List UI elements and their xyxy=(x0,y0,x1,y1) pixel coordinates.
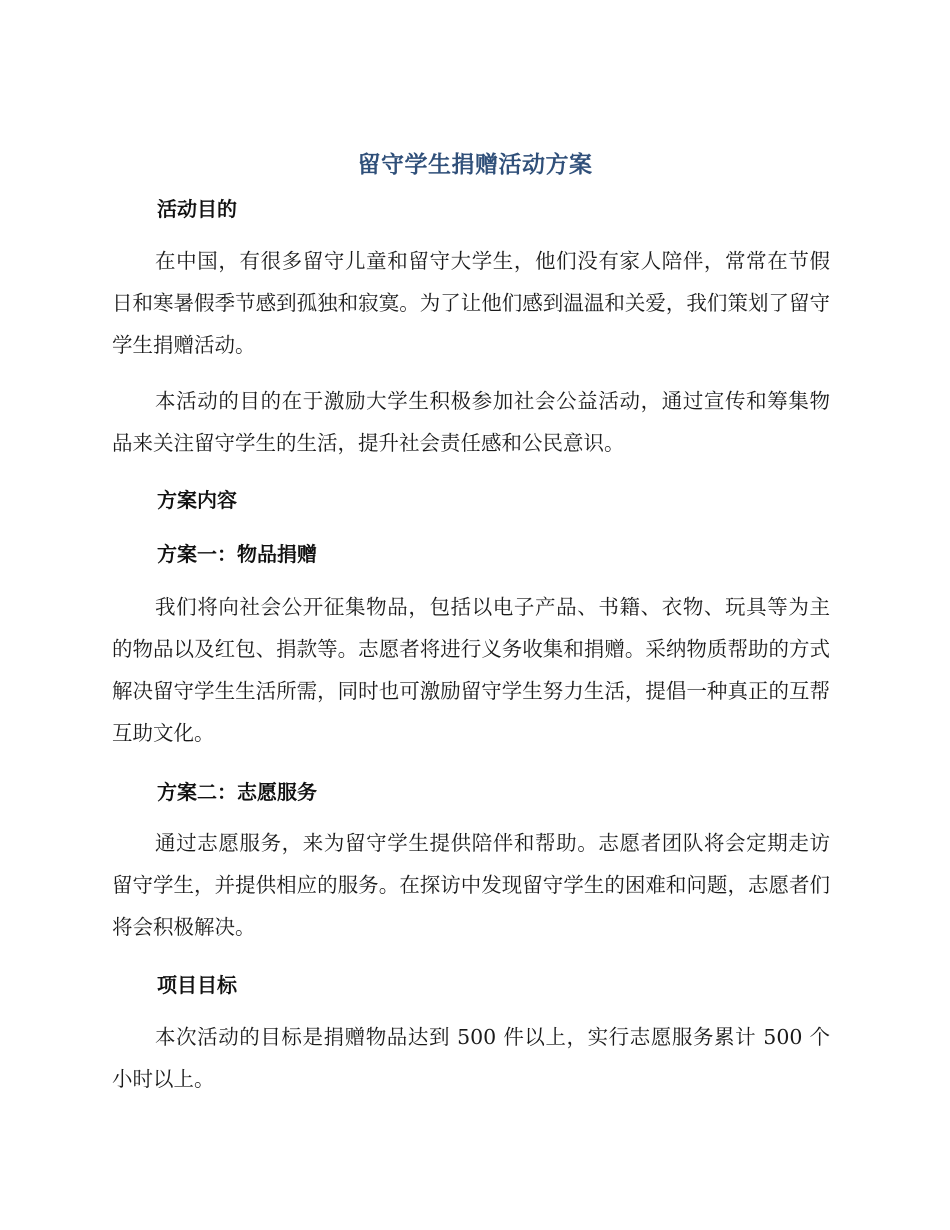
section-heading-plan-one: 方案一：物品捐赠 xyxy=(157,542,317,566)
section-heading-goals: 项目目标 xyxy=(157,973,237,997)
document-title: 留守学生捐赠活动方案 xyxy=(357,152,593,178)
section-heading-plan-content: 方案内容 xyxy=(157,488,237,512)
paragraph-plan-two: 通过志愿服务，来为留守学生提供陪伴和帮助。志愿者团队将会定期走访留守学生，并提供相应的服务。在探访中发现留守学生的困难和问题，志愿者们将会积极解决。 xyxy=(112,831,830,939)
section-heading-purpose: 活动目的 xyxy=(157,197,237,221)
paragraph-purpose-1: 在中国，有很多留守儿童和留守大学生，他们没有家人陪伴，常常在节假日和寒暑假季节感到孤独和寂寞。为了让他们感到温温和关爱，我们策划了留守学生捐赠活动。 xyxy=(112,249,830,357)
paragraph-goals: 本次活动的目标是捐赠物品达到 500 件以上，实行志愿服务累计 500 个小时以上。 xyxy=(112,1025,830,1091)
paragraph-purpose-2: 本活动的目的在于激励大学生积极参加社会公益活动，通过宣传和筹集物品来关注留守学生的生活，提升社会责任感和公民意识。 xyxy=(112,389,830,455)
section-heading-plan-two: 方案二：志愿服务 xyxy=(157,780,317,804)
paragraph-plan-one: 我们将向社会公开征集物品，包括以电子产品、书籍、衣物、玩具等为主的物品以及红包、捐款等。志愿者将进行义务收集和捐赠。采纳物质帮助的方式解决留守学生生活所需，同时也可激励留守学生努力生活，提倡一种真正的互帮互助文化。 xyxy=(112,595,830,745)
